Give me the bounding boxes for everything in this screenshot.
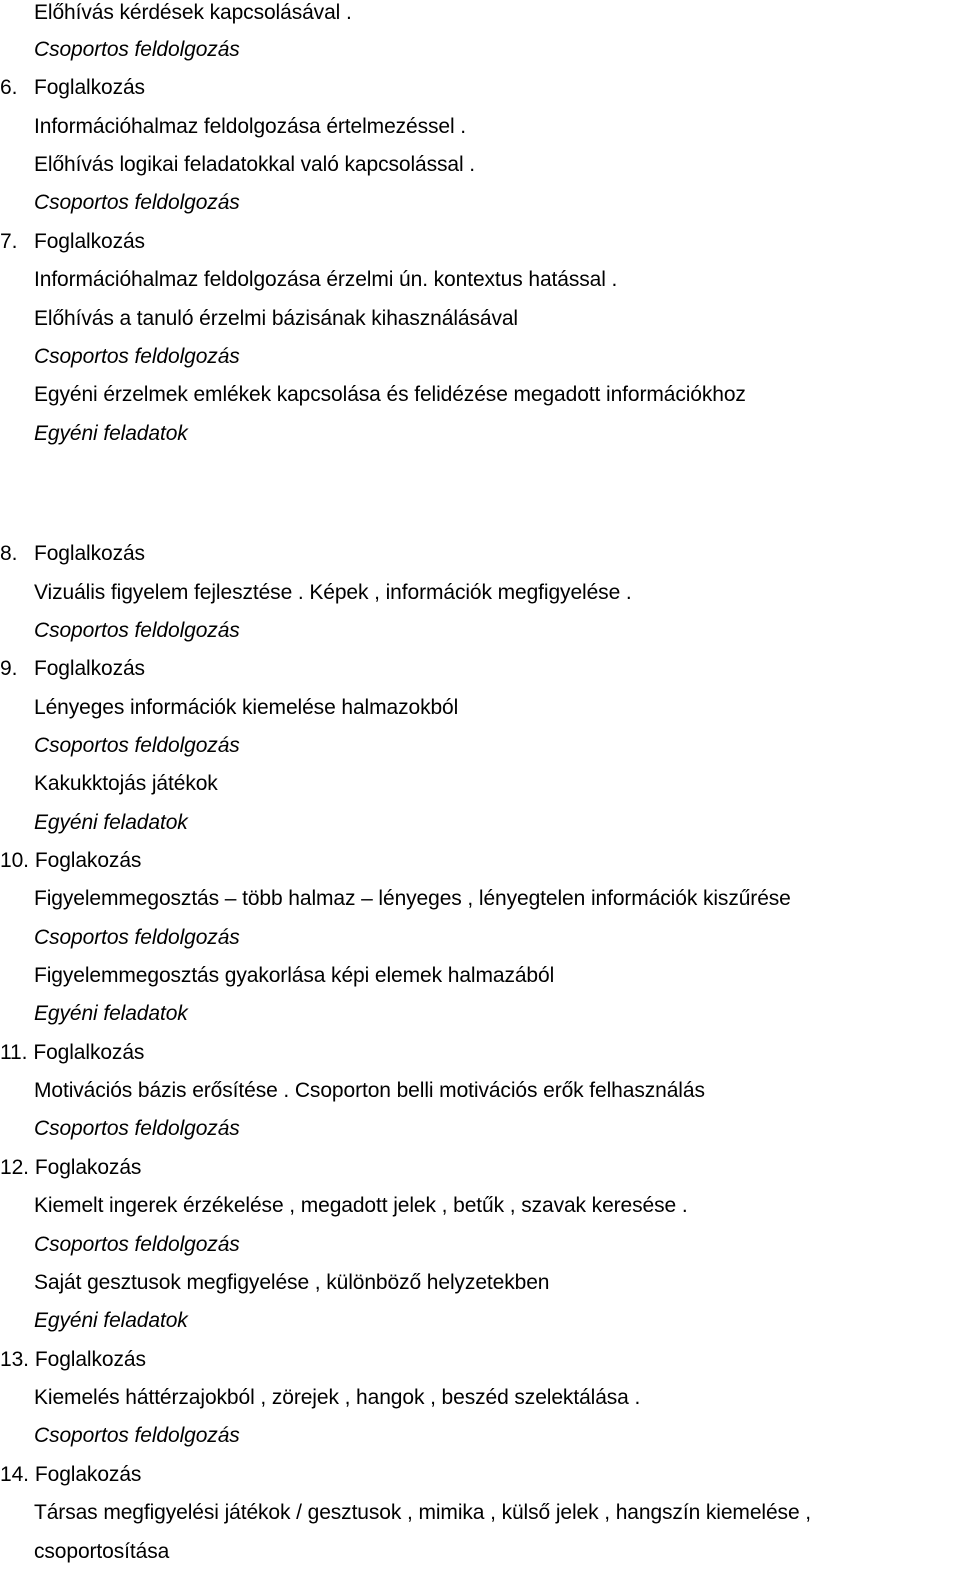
text-line: Figyelemmegosztás gyakorlása képi elemek halmazából [34,964,555,987]
text-line: Lényeges információk kiemelése halmazokból [34,696,459,719]
text-line: Információhalmaz feldolgozása értelmezéssel . [34,115,467,138]
session-number: 7. [0,230,18,253]
session-title: Foglakozás [34,1463,142,1486]
text-line: Kiemelt ingerek érzékelése , megadott jelek , betűk , szavak keresése . [34,1194,688,1217]
session-title: Foglalkozás [34,542,145,565]
text-line: Egyéni érzelmek emlékek kapcsolása és felidézése megadott információkhoz [34,383,746,406]
session-number: 8. [0,542,18,565]
work-mode-label: Csoportos feldolgozás [34,1233,240,1256]
work-mode-label: Egyéni feladatok [34,422,188,445]
session-number: 10. [0,849,29,872]
session-heading [0,1462,141,1488]
session-title: Foglalkozás [34,657,145,680]
text-line: Információhalmaz feldolgozása érzelmi ún. kontextus hatással . [34,268,618,291]
session-title: Foglalkozás [34,1348,146,1371]
session-heading [0,848,141,874]
session-heading [0,541,145,567]
session-heading [0,1347,146,1373]
work-mode-label: Csoportos feldolgozás [34,191,240,214]
work-mode-label: Csoportos feldolgozás [34,1424,240,1447]
session-title: Foglalkozás [34,230,145,253]
text-line: Előhívás kérdések kapcsolásával . [34,1,352,24]
session-number: 13. [0,1348,29,1371]
session-heading [0,75,145,101]
session-number: 12. [0,1156,29,1179]
session-title: Foglakozás [34,1156,142,1179]
text-line: Figyelemmegosztás – több halmaz – lényeges , lényegtelen információk kiszűrése [34,887,791,910]
text-line: Motivációs bázis erősítése . Csoporton belli motivációs erők felhasználás [34,1079,705,1102]
work-mode-label: Csoportos feldolgozás [34,734,240,757]
text-line: Vizuális figyelem fejlesztése . Képek , információk megfigyelése . [34,581,632,604]
session-number: 11. [0,1041,28,1064]
work-mode-label: Egyéni feladatok [34,1309,188,1332]
work-mode-label: Csoportos feldolgozás [34,38,240,61]
session-heading [0,229,145,255]
session-heading [0,656,145,682]
text-line: Kiemelés háttérzajokból , zörejek , hangok , beszéd szelektálása . [34,1386,641,1409]
session-title: Foglalkozás [34,76,145,99]
text-line: Saját gesztusok megfigyelése , különböző helyzetekben [34,1271,550,1294]
session-number: 9. [0,657,18,680]
session-number: 14. [0,1463,29,1486]
text-line: csoportosítása [34,1540,170,1563]
work-mode-label: Csoportos feldolgozás [34,926,240,949]
work-mode-label: Csoportos feldolgozás [34,345,240,368]
text-line: Társas megfigyelési játékok / gesztusok , mimika , külső jelek , hangszín kiemelése , [34,1501,811,1524]
work-mode-label: Egyéni feladatok [34,1002,188,1025]
session-title: Foglakozás [34,849,142,872]
session-heading [0,1155,141,1181]
work-mode-label: Egyéni feladatok [34,811,188,834]
work-mode-label: Csoportos feldolgozás [34,1117,240,1140]
session-title: Foglalkozás [33,1041,145,1064]
work-mode-label: Csoportos feldolgozás [34,619,240,642]
text-line: Előhívás a tanuló érzelmi bázisának kihasználásával [34,307,519,330]
session-heading [0,1040,144,1066]
text-line: Kakukktojás játékok [34,772,218,795]
session-number: 6. [0,76,18,99]
text-line: Előhívás logikai feladatokkal való kapcsolással . [34,153,476,176]
